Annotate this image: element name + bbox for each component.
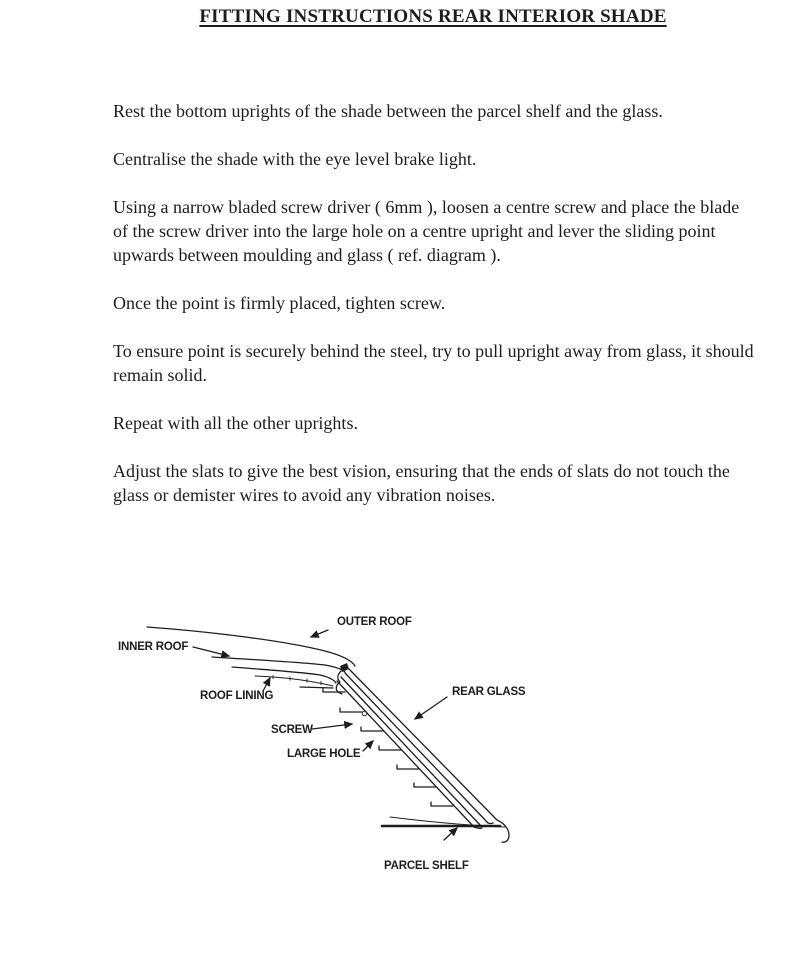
- diagram-label-screw: SCREW: [271, 724, 313, 736]
- shade-slat-line: [323, 688, 345, 692]
- paragraph: Rest the bottom uprights of the shade between the parcel shelf and the glass.: [113, 101, 663, 121]
- rear-glass-arrow: [415, 697, 447, 719]
- paragraph: Adjust the slats to give the best vision, ensuring that the ends of slats do not touch the glass or demister wires to avoid any vibration noises.: [113, 461, 730, 505]
- diagram-label-parcel-shelf: PARCEL SHELF: [384, 860, 469, 872]
- inner-roof-arrow: [193, 647, 229, 656]
- screw-arrow: [312, 724, 352, 729]
- diagram-label-inner-roof: INNER ROOF: [118, 641, 189, 653]
- paragraph: To ensure point is securely behind the steel, try to pull upright away from glass, it should remain solid.: [113, 341, 754, 385]
- instruction-paragraphs: [113, 99, 755, 507]
- diagram-label-outer-roof: OUTER ROOF: [337, 616, 412, 628]
- outer-roof-arrow: [311, 630, 328, 637]
- shade-slat-line: [340, 708, 362, 712]
- paragraph: Repeat with all the other uprights.: [113, 413, 358, 433]
- fitting-diagram: [100, 600, 580, 900]
- inner-roof-line: [212, 657, 345, 672]
- paragraph: Once the point is firmly placed, tighten screw.: [113, 293, 446, 313]
- shade-top-rail-line: [300, 687, 333, 688]
- diagram-label-roof-lining: ROOF LINING: [200, 690, 274, 702]
- large-hole-arrow: [363, 741, 373, 751]
- diagram-label-rear-glass: REAR GLASS: [452, 686, 526, 698]
- rear-glass-pane-line: [341, 677, 488, 827]
- shade-slat-line: [361, 727, 383, 731]
- screw-circle: [362, 711, 367, 716]
- shade-slat-line: [431, 802, 453, 806]
- paragraph: Using a narrow bladed screw driver ( 6mm ), loosen a centre screw and place the blade of the screw driver into the large hole on a centre upright and lever the sliding point upwards between moulding and glass ( ref. diagram ).: [113, 197, 740, 265]
- parcel-shelf-arrow: [444, 828, 457, 840]
- page-title: FITTING INSTRUCTIONS REAR INTERIOR SHADE: [199, 6, 667, 27]
- paragraph: Centralise the shade with the eye level brake light.: [113, 149, 477, 169]
- diagram-label-large-hole: LARGE HOLE: [287, 748, 361, 760]
- inner-roof-lower-line: [232, 667, 336, 683]
